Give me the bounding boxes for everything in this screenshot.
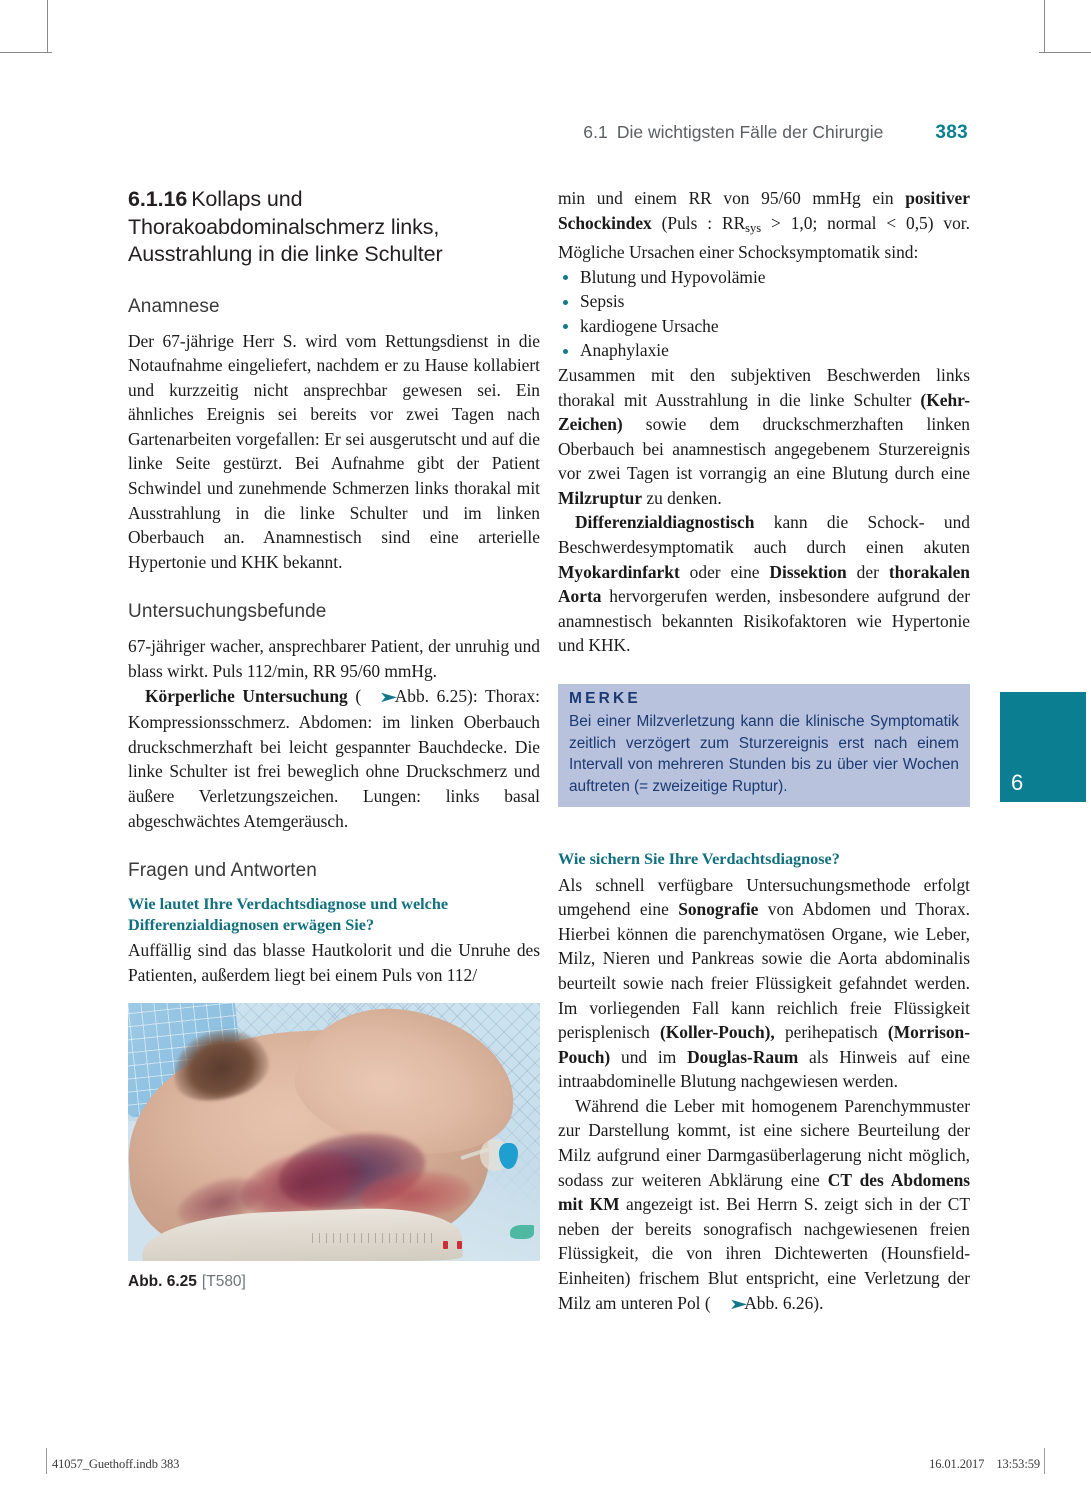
merke-label: MERKE xyxy=(569,690,641,708)
left-column xyxy=(128,186,540,1291)
label-koerperliche-untersuchung: Körperliche Untersuchung xyxy=(145,685,348,706)
term-sonografie: Sonografie xyxy=(678,899,759,920)
answer-1: Auffällig sind das blasse Hautkolorit und die Unruhe des Patienten, außerdem liegt bei einem Puls von 112/ xyxy=(128,940,540,985)
paragraph-kehr-zeichen xyxy=(558,363,970,511)
footer-file-name: 41057_Guethoff.indb 383 xyxy=(52,1457,180,1471)
paragraph-schockindex xyxy=(558,186,970,265)
paragraph-differenzialdiagnostisch xyxy=(558,510,970,658)
paragraph-schockindex-mid: (Puls : RR xyxy=(651,212,746,233)
footer-rule-left xyxy=(46,1448,47,1474)
answer-2-a: Als schnell verfügbare Untersuchungsmethode erfolgt umgehend eine xyxy=(558,874,970,920)
figure-reference-arrow-icon-2: ➤ xyxy=(729,1297,747,1312)
footer xyxy=(52,1457,1040,1472)
list-item: kardiogene Ursache xyxy=(558,314,970,339)
paragraph-koerperliche-untersuchung: Körperliche Untersuchung ( ➤Abb. 6.25): Thorax: Kompressionsschmerz. Abdomen: im linken Oberbauch druckschmerzhaft bei leicht gespannter Bauchdecke. Die linke Schulter ist frei beweglich ohne Druckschmerz und äußere Verletzungszeichen. Lungen: links basal abgeschwächtes Atemgeräusch. xyxy=(128,685,540,831)
crop-mark-top-right-vertical xyxy=(1044,0,1045,52)
term-koller-pouch: (Koller-Pouch), xyxy=(659,1022,775,1043)
answer-2-e: als Hinweis auf eine intraabdominelle Blutung nachgewiesen werden. xyxy=(558,1046,970,1092)
paragraph-anamnese: Der 67-jährige Herr S. wird vom Rettungsdienst in die Notaufnahme eingeliefert, nachdem er zu Hause kollabiert und kurzzeitig nicht ansprechbar gewesen sei. Ein ähnliches Ereignis sei bereits vor zwei Tagen nach Gartenarbeiten vorgefallen: Er sei ausgerutscht und auf die linke Seite gestürzt. Bei Aufnahme gibt der Patient Schwindel und zunehmende Schmerzen links thorakal mit Ausstrahlung in die linke Schulter und im linken Oberbauch an. Anamnestisch sind eine arterielle Hypertonie und KHK bekannt. xyxy=(128,330,540,572)
answer-2-b: von Abdomen und Thorax. Hierbei können die parenchymatösen Organe, wie Leber, Milz, Nieren und Pankreas sowie die Aorta abdominalis beurteilt sowie nach freier Flüssigkeit gefahndet werden. Im vorliegenden Fall kann reichlich freie Flüssigkeit perisplenisch xyxy=(558,899,970,1043)
term-positiver-schockindex: positiver Schockindex xyxy=(558,188,970,233)
paragraph-schockindex-post: > 1,0; normal < 0,5) vor. Mögliche Ursachen einer Schocksymptomatik sind: xyxy=(558,212,970,262)
list-item: Blutung und Hypovolämie xyxy=(558,265,970,290)
footer-date: 16.01.2017 xyxy=(929,1457,985,1471)
paragraph-dd-d: hervorgerufen werden, insbesondere aufgrund der anamnestisch bekannten Risikofaktoren wie Hypertonie und KHK. xyxy=(558,586,970,656)
figure-caption-number: Abb. 6.25 xyxy=(128,1273,197,1291)
figure-abb-625 xyxy=(128,1003,540,1291)
figure-reference-arrow-icon: ➤ xyxy=(379,690,397,705)
photo-red-mark-2 xyxy=(457,1241,462,1249)
merke-box xyxy=(558,684,970,807)
running-head-section-number: 6.1 xyxy=(583,122,608,142)
list-item: Anaphylaxie xyxy=(558,338,970,363)
term-kehr-zeichen: (Kehr-Zeichen) xyxy=(558,389,970,435)
case-number: 6.1.16 xyxy=(128,187,188,211)
chapter-thumb-tab xyxy=(1000,692,1086,802)
answer-2-c: perihepatisch xyxy=(774,1022,888,1043)
term-ct-abdomen-km: CT des Abdomens mit KM xyxy=(558,1169,971,1215)
figure-photo-hematoma xyxy=(128,1003,540,1261)
photo-green-marker xyxy=(510,1225,534,1239)
figure-caption-source: [T580] xyxy=(201,1273,246,1291)
case-title-text: Kollaps und Thorakoabdominalschmerz links, Ausstrahlung in die linke Schulter xyxy=(128,187,443,266)
case-title xyxy=(128,186,540,269)
crop-mark-top-left-vertical xyxy=(47,0,48,52)
paragraph-ct-a: Während die Leber mit homogenem Parenchymmuster zur Darstellung kommt, ist eine sichere Beurteilung der Milz aufgrund einer Darmgasüberlagerung nicht möglich, sodass zur weiteren Abklärung eine xyxy=(558,1095,970,1190)
list-item: Sepsis xyxy=(558,289,970,314)
answer-2-d: und im xyxy=(610,1046,688,1067)
crop-mark-top-left-horizontal xyxy=(0,52,52,53)
term-differenzialdiagnostisch: Differenzialdiagnostisch xyxy=(575,512,755,533)
list-schock-ursachen xyxy=(558,265,970,363)
heading-anamnese: Anamnese xyxy=(128,295,220,317)
term-dissektion: Dissektion xyxy=(769,561,847,582)
figure-caption xyxy=(128,1273,540,1291)
crop-mark-top-right-horizontal xyxy=(1039,52,1091,53)
merke-text: Bei einer Milzverletzung kann die klinische Symptomatik zeitlich verzögert zum Sturzereignis erst nach einem Intervall von mehreren Stunden bis zu über vier Wochen auftreten (= zweizeitige Ruptur). xyxy=(569,713,959,795)
term-thorakale-aorta: thorakalen Aorta xyxy=(558,561,970,607)
paragraph-ct-abdomen xyxy=(558,1094,970,1317)
paragraph-ct-b: angezeigt ist. Bei Herrn S. zeigt sich in der CT neben der bereits sonografisch nachgewiesenen freien Flüssigkeit, die von ihren Dichtewerten (Hounsfield-Einheiten) frischem Blut entspricht, eine Verletzung der Milz am unteren Pol ( xyxy=(558,1194,970,1313)
paragraph-schockindex-pre: min und einem RR von 95/60 mmHg ein xyxy=(558,188,906,208)
photo-printed-markings xyxy=(312,1233,432,1243)
page-number: 383 xyxy=(935,122,968,143)
running-head xyxy=(128,122,968,144)
chapter-thumb-tab-number: 6 xyxy=(1011,770,1024,795)
term-douglas-raum: Douglas-Raum xyxy=(687,1046,799,1067)
footer-rule-right xyxy=(1044,1448,1045,1474)
running-head-title: Die wichtigsten Fälle der Chirurgie xyxy=(616,122,884,142)
footer-time: 13:53:59 xyxy=(996,1457,1040,1471)
subscript-sys: sys xyxy=(745,220,762,235)
paragraph-dd-a: kann die Schock- und Beschwerdesymptomatik auch durch einen akuten xyxy=(558,512,970,558)
footer-timestamp xyxy=(917,1457,1040,1472)
paragraph-dd-b: oder eine xyxy=(679,561,770,582)
heading-fragen-und-antworten: Fragen und Antworten xyxy=(128,860,317,882)
paragraph-koerperliche-untersuchung-text: ): Thorax: Kompressionsschmerz. Abdomen: im linken Oberbauch druckschmerzhaft bei leicht gespannter Bauchdecke. Die linke Schulter ist frei beweglich ohne Druckschmerz und äußere Verletzungszeichen. Lungen: links basal abgeschwächtes Atemgeräusch. xyxy=(128,685,540,831)
figure-reference-abb-625[interactable]: Abb. 6.25 xyxy=(394,685,468,706)
photo-red-mark-1 xyxy=(443,1241,448,1249)
term-morrison-pouch: (Morrison-Pouch) xyxy=(558,1022,971,1067)
paragraph-kehr-c: zu denken. xyxy=(642,487,722,508)
right-column xyxy=(558,186,970,1317)
question-1: Wie lautet Ihre Verdachtsdiagnose und welche Differenzialdiagnosen erwägen Sie? xyxy=(128,895,449,934)
paragraph-untersuchungsbefunde: 67-jähriger wacher, ansprechbarer Patient, der unruhig und blass wirkt. Puls 112/min, RR 95/60 mmHg. xyxy=(128,636,540,682)
paragraph-dd-c: der xyxy=(846,561,889,582)
answer-2 xyxy=(558,873,970,1094)
paragraph-ct-c: ). xyxy=(813,1292,824,1313)
term-myokardinfarkt: Myokardinfarkt xyxy=(558,561,680,582)
question-2: Wie sichern Sie Ihre Verdachtsdiagnose? xyxy=(558,850,840,869)
figure-reference-abb-626[interactable]: Abb. 6.26 xyxy=(744,1292,814,1313)
paragraph-kehr-a: Zusammen mit den subjektiven Beschwerden links thorakal mit Ausstrahlung in die linke Schulter xyxy=(558,364,970,410)
heading-untersuchungsbefunde: Untersuchungsbefunde xyxy=(128,601,327,623)
term-milzruptur: Milzruptur xyxy=(558,487,643,508)
paragraph-kehr-b: sowie dem druckschmerzhaften linken Oberbauch bei anamnestisch angegebenem Sturzereignis vor zwei Tagen ist vorrangig an eine Blutung durch eine xyxy=(558,414,970,484)
